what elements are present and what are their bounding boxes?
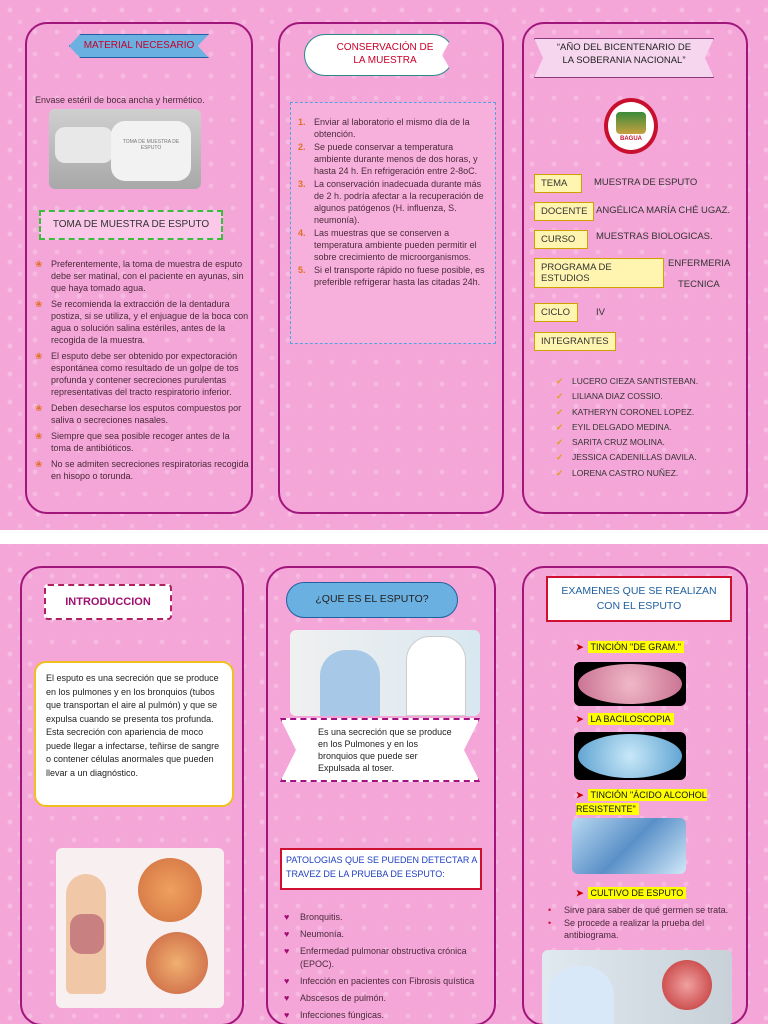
gram-stain-image (574, 662, 686, 706)
panel-que-es (266, 566, 496, 1024)
check-icon: ✓ (556, 391, 564, 402)
bullet-icon: ❀ (35, 299, 43, 309)
list-item (538, 904, 744, 916)
list-item (294, 178, 490, 226)
ciclo-value: IV (596, 307, 605, 318)
programa-value-1: ENFERMERIA (668, 258, 731, 269)
check-icon: ✓ (556, 421, 564, 432)
arrow-icon: ➤ (576, 790, 584, 800)
list-item (35, 430, 249, 454)
baciloscopia-image (574, 732, 686, 780)
acido-alcohol-image (572, 818, 686, 874)
list-item (35, 458, 249, 482)
baciloscopia-slide (578, 734, 682, 778)
member-name: LILIANA DIAZ COSSIO. (572, 391, 663, 402)
list-item-text: Infecciones fúngicas. (300, 1010, 385, 1020)
arrow-icon: ➤ (576, 714, 584, 724)
jar-lid (55, 127, 113, 163)
list-number: 3. (298, 179, 306, 189)
panel-conservacion (278, 22, 504, 514)
material-text: Envase estéril de boca ancha y hermético. (35, 95, 205, 105)
list-number: 4. (298, 228, 306, 238)
gram-slide (578, 664, 682, 704)
panel-introduccion (20, 566, 244, 1024)
check-icon: ✓ (556, 467, 564, 478)
list-item-text: Abscesos de pulmón. (300, 993, 387, 1003)
lungs-shape (70, 914, 104, 954)
patient-figure (320, 650, 380, 716)
panel-datos (522, 22, 748, 514)
bullet-icon: • (548, 905, 552, 915)
doctor-figure (406, 636, 466, 716)
bullet-icon: ♥ (284, 1010, 290, 1020)
bullet-icon: ♥ (284, 976, 290, 986)
list-item (35, 258, 249, 294)
doctor-patient-photo (290, 630, 480, 716)
check-icon: ✓ (556, 437, 564, 448)
panel-material (25, 22, 253, 514)
member-item (556, 405, 746, 420)
list-item-text: La conservación inadecuada durante más de 2 h. podría afectar a la recuperación de algunos patógenos (H. influenza, S. neumonía). (314, 179, 484, 225)
member-name: LUCERO CIEZA SANTISTEBAN. (572, 376, 699, 386)
list-item (294, 264, 490, 288)
member-item (556, 389, 746, 404)
definition-text: Es una secreción que se produce en los Pulmones y en los bronquios que puede ser Expulsada al toser. (318, 727, 452, 773)
members-list (556, 374, 746, 481)
list-item-text: Preferentemente, la toma de muestra de esputo debe ser matinal, con el paciente en ayunas, sin que haya tomado agua. (51, 259, 244, 293)
exam-baciloscopia-label: ➤ LA BACILOSCOPIA (576, 714, 674, 725)
list-item-text: Se procede a realizar la prueba del antibiograma. (564, 918, 705, 940)
member-name: LORENA CASTRO NUÑEZ. (572, 467, 679, 478)
tema-value: MUESTRA DE ESPUTO (594, 177, 698, 188)
curso-label: CURSO (534, 230, 588, 249)
list-item-text: Enfermedad pulmonar obstructiva crónica (EPOC). (300, 946, 467, 969)
docente-value: ANGÉLICA MARÍA CHÉ UGAZ. (596, 205, 731, 216)
list-item-text: Se recomienda la extracción de la dentadura postiza, si se utiliza, y el enjuague de la boca con agua o solución salina estériles, antes de la recogida de la muestra. (51, 299, 249, 345)
exam-acido-label: ➤ TINCIÓN "ÁCIDO ALCOHOL RESISTENTE" (576, 790, 707, 814)
list-item-text: Las muestras que se conserven a temperatura ambiente pueden permitir el sobre crecimiento de microorganismos. (314, 228, 477, 262)
ciclo-label: CICLO (534, 303, 578, 322)
bullet-icon: ♥ (284, 912, 290, 922)
list-item (284, 945, 488, 971)
page-divider (0, 530, 768, 544)
bronchus-circle-2 (146, 932, 208, 994)
list-item-text: Si el transporte rápido no fuese posible, es preferible refrigerar hasta las citadas 24h. (314, 265, 485, 287)
conservacion-list (294, 116, 490, 289)
list-item-text: Deben desecharse los esputos compuestos por saliva o secreciones nasales. (51, 403, 242, 425)
list-item-text: Enviar al laboratorio el mismo día de la obtención. (314, 117, 470, 139)
list-item-text: Siempre que sea posible recoger antes de la toma de antibióticos. (51, 431, 230, 453)
arrow-icon: ➤ (576, 888, 584, 898)
exam-cultivo-label: ➤ CULTIVO DE ESPUTO (576, 888, 686, 899)
lab-dish (662, 960, 712, 1010)
list-item-text: El esputo debe ser obtenido por expectoración espontánea como resultado de un golpe de tos profunda y contener secreciones purulentas representativas del tracto respiratorio inferior. (51, 351, 239, 397)
bullet-icon: • (548, 918, 552, 928)
bullet-icon: ❀ (35, 431, 43, 441)
year-banner: “AÑO DEL BICENTENARIO DE LA SOBERANIA NACIONAL” (556, 42, 692, 66)
check-icon: ✓ (556, 452, 564, 463)
bullet-icon: ♥ (284, 929, 290, 939)
list-item (35, 350, 249, 398)
list-item (35, 298, 249, 346)
member-item (556, 435, 746, 450)
bullet-icon: ♥ (284, 946, 290, 956)
list-item (284, 1009, 488, 1022)
bullet-icon: ❀ (35, 459, 43, 469)
list-item (294, 116, 490, 140)
sputum-jar-photo (49, 109, 201, 189)
list-item-text: No se admiten secreciones respiratorias recogida en hisopo o torunda. (51, 459, 249, 481)
check-icon: ✓ (556, 376, 564, 386)
list-item-text: Infección en pacientes con Fibrosis quística (300, 976, 475, 986)
material-title: MATERIAL NECESARIO (83, 40, 195, 51)
member-item (556, 420, 746, 435)
intro-title: INTRODUCCION (65, 596, 151, 608)
list-item (284, 992, 488, 1005)
check-icon: ✓ (556, 406, 564, 417)
member-item (556, 374, 746, 389)
list-item-text: Se puede conservar a temperatura ambiente durante menos de dos horas, y hasta 24 h. En refrigeración entre 2-8oC. (314, 142, 478, 176)
list-number: 1. (298, 117, 306, 127)
bullet-icon: ❀ (35, 403, 43, 413)
panel-examenes (522, 566, 748, 1024)
programa-label: PROGRAMA DE ESTUDIOS (534, 258, 664, 288)
list-number: 2. (298, 142, 306, 152)
respiratory-illustration (56, 848, 224, 1008)
list-item (284, 911, 488, 924)
list-item-text: Sirve para saber de qué germen se trata. (564, 905, 729, 915)
member-name: KATHERYN CORONEL LOPEZ. (572, 406, 695, 417)
lab-worker (548, 966, 614, 1024)
bullet-icon: ♥ (284, 993, 290, 1003)
member-item (556, 466, 746, 481)
integrantes-label: INTEGRANTES (534, 332, 616, 351)
examenes-title: EXAMENES QUE SE REALIZAN CON EL ESPUTO (561, 585, 717, 612)
list-item (538, 917, 744, 941)
conservacion-title: CONSERVACIÓN DE LA MUESTRA (336, 42, 434, 66)
exam-gram-label: ➤ TINCIÓN "DE GRAM." (576, 642, 684, 653)
list-item (294, 141, 490, 177)
list-item (294, 227, 490, 263)
member-name: JESSICA CADENILLAS DAVILA. (572, 452, 697, 463)
list-item-text: Neumonía. (300, 929, 345, 939)
arrow-icon: ➤ (576, 642, 584, 652)
list-item (284, 928, 488, 941)
member-item (556, 450, 746, 465)
patologias-list (284, 911, 488, 1024)
docente-label: DOCENTE (534, 202, 594, 221)
bronchus-circle-1 (138, 858, 202, 922)
member-name: SARITA CRUZ MOLINA. (572, 437, 665, 448)
list-item-text: Bronquitis. (300, 912, 343, 922)
list-item (284, 975, 488, 988)
que-es-title: ¿QUE ES EL ESPUTO? (315, 593, 429, 605)
bullet-icon: ❀ (35, 259, 43, 269)
institute-logo (604, 98, 658, 154)
logo-text: BAGUA (620, 136, 642, 142)
jar-body (111, 121, 191, 181)
programa-value-2: TECNICA (678, 279, 720, 290)
list-item (35, 402, 249, 426)
logo-inner (616, 112, 646, 134)
lab-photo (542, 950, 732, 1024)
patologias-title: PATOLOGIAS QUE SE PUEDEN DETECTAR A TRAVEZ DE LA PRUEBA DE ESPUTO: (286, 855, 477, 879)
member-name: EYIL DELGADO MEDINA. (572, 421, 672, 432)
toma-title: TOMA DE MUESTRA DE ESPUTO (52, 219, 210, 230)
jar-label: TOMA DE MUESTRA DE ESPUTO (122, 139, 180, 151)
cultivo-list (538, 904, 744, 942)
intro-text: El esputo es una secreción que se produce en los pulmones y en los bronquios (tubos que transportan el aire al pulmón) y que se expulsa cuando se presenta tos profunda. Esta secreción con apariencia de moco puede llegar a infectarse, teñirse de sangre o contener células anormales que pueden llevar a un diagnóstico. (46, 673, 220, 778)
tema-label: TEMA (534, 174, 582, 193)
toma-list (35, 258, 249, 486)
list-number: 5. (298, 265, 306, 275)
bullet-icon: ❀ (35, 351, 43, 361)
curso-value: MUESTRAS BIOLOGICAS. (596, 231, 713, 242)
